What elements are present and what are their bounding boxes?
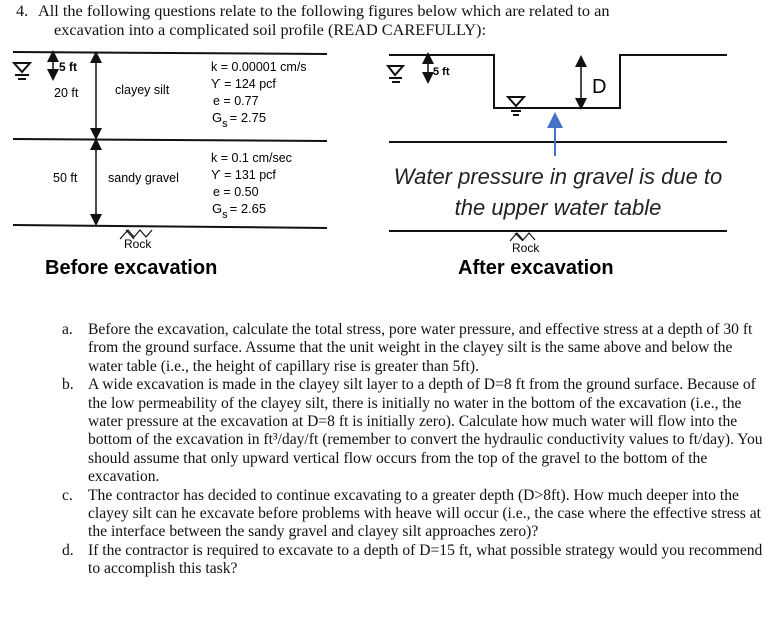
rock-label: Rock xyxy=(124,237,152,251)
question-number: 4. xyxy=(16,1,29,20)
layer1-gamma: ϒ = 124 pcf xyxy=(211,77,276,91)
layer2-gamma: ϒ = 131 pcf xyxy=(211,168,276,182)
part-d xyxy=(62,542,764,579)
layer2-thickness: 50 ft xyxy=(53,171,78,185)
part-text: If the contractor is required to excavate to a depth of D=15 ft, what possible strategy would you recommend to accomplish this task? xyxy=(88,541,763,578)
soil-profile-figures xyxy=(0,0,778,300)
question-line-2: excavation into a complicated soil profile (READ CAREFULLY): xyxy=(54,20,486,39)
layer1-gs: $G_s = 2.75$ xyxy=(212,110,267,130)
note-line-2: the upper water table xyxy=(454,195,662,220)
rock-label: Rock xyxy=(512,241,540,255)
excavation-profile xyxy=(389,55,727,108)
ground-surface-line xyxy=(13,52,327,54)
part-text: The contractor has decided to continue excavating to a greater depth (D>8ft). How much deeper into the clayey silt can he excavate before problems with heave will occur (i.e., the case where the effective stress at the interface between the sandy gravel and clayey silt approaches zero)? xyxy=(88,486,761,541)
part-label: d. xyxy=(62,541,74,559)
layer1-name: clayey silt xyxy=(115,83,170,97)
before-caption: Before excavation xyxy=(45,257,218,279)
question-line-1: All the following questions relate to the following figures below which are related to an xyxy=(38,1,610,20)
part-text: A wide excavation is made in the clayey silt layer to a depth of D=8 ft from the ground surface. Because of the low permeability of the clayey silt, there is initially no water in the bottom of the excavation (i.e., the water pressure at the excavation at D=8 ft is initially zero). Calculate how much water will flow into the bottom of the excavation in ft³/day/ft (remember to convert the hydraulic conductivity values to ft/day). You should assume that only upward vertical flow occurs from the top of the gravel to the bottom of the excavation. xyxy=(88,376,763,486)
layer2-gs: $G_s = 2.65$ xyxy=(212,201,267,221)
layer1-thickness: 20 ft xyxy=(54,86,79,100)
rock-hatch-icon xyxy=(510,233,535,241)
part-b xyxy=(62,376,764,486)
after-excavation-diagram xyxy=(388,55,727,279)
part-c xyxy=(62,487,764,542)
water-table-icon xyxy=(388,66,403,82)
part-label: c. xyxy=(62,486,73,504)
wt-depth-label: 5 ft xyxy=(433,66,450,78)
layer-interface-line xyxy=(13,139,327,141)
layer1-e: e = 0.77 xyxy=(213,94,259,108)
layer1-k: k = 0.00001 cm/s xyxy=(211,60,307,74)
question-parts xyxy=(62,321,764,579)
note-line-1: Water pressure in gravel is due to xyxy=(393,164,723,189)
after-caption: After excavation xyxy=(458,257,614,279)
part-text: Before the excavation, calculate the total stress, pore water pressure, and effective stress at a depth of 30 ft from the ground surface. Assume that the unit weight in the clayey silt is the same above and below the water table (i.e., the height of capillary rise is greater than 5ft). xyxy=(88,321,753,375)
layer2-e: e = 0.50 xyxy=(213,185,259,199)
layer2-name: sandy gravel xyxy=(108,171,179,185)
part-label: b. xyxy=(62,376,74,394)
wt-depth-label: 5 ft xyxy=(59,60,77,74)
part-label: a. xyxy=(62,321,73,338)
part-a xyxy=(62,321,764,376)
before-excavation-diagram xyxy=(13,52,327,279)
rock-line xyxy=(13,225,327,228)
depth-d-label: D xyxy=(592,76,607,98)
water-table-icon xyxy=(14,63,30,79)
excavation-water-table-icon xyxy=(508,97,524,115)
layer2-k: k = 0.1 cm/sec xyxy=(211,151,292,165)
